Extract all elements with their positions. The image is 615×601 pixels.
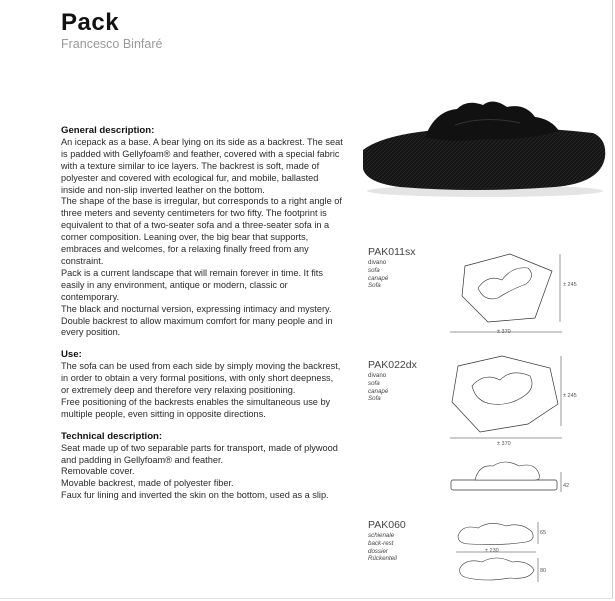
plan-drawing: [440, 346, 565, 452]
designer-name: Francesco Binfaré: [61, 37, 163, 51]
technical-line: Faux fur lining and inverted the skin on the bottom, used as a slip.: [61, 490, 329, 501]
product-names: [368, 259, 388, 290]
general-paragraph: The shape of the base is irregular, but corresponds to a right angle of three meters and seventy centimeters for two fifty. The footprint is equivalent to that of a two-seater sofa and a three-seater sofa in a corner composition. Leaning over, the big bear that supports, embraces and welcomes, for a relaxing finally freed from any constraint.: [61, 196, 342, 266]
product-name: back-rest: [368, 539, 394, 547]
technical-line: Seat made up of two separable parts for transport, made of plywood and padding in Gellyfoam® and feather.: [61, 442, 338, 465]
product-name: schienale: [368, 532, 395, 539]
product-code: PAK060: [368, 519, 406, 531]
product-code: PAK011sx: [368, 246, 416, 258]
dimension-width: ± 230: [485, 548, 499, 554]
product-name: sofa: [368, 379, 380, 387]
product-name: sofa: [368, 266, 380, 274]
dimension-depth: ± 245: [563, 393, 577, 399]
technical-line: Movable backrest, made of polyester fiber.: [61, 478, 234, 489]
dimension-height: 65: [540, 530, 547, 536]
dimension-depth: 80: [540, 568, 547, 574]
use-paragraph: Free positioning of the backrests enables the simultaneous use by multiple people, even sitting in opposite directions.: [61, 396, 331, 419]
technical-line: Removable cover.: [61, 466, 135, 477]
product-name: canapé: [368, 387, 389, 395]
side-elevation-drawing: [445, 452, 565, 498]
product-names: [368, 372, 388, 403]
product-names: [368, 532, 397, 563]
use-paragraph: The sofa can be used from each side by simply moving the backrest, in order to obtain a very formal positions, with only short deepness, or extremely deep and therefore very relaxing positioning.: [61, 361, 341, 396]
dimension-width: ± 370: [497, 441, 511, 447]
general-paragraph: An icepack as a base. A bear lying on its side as a backrest. The seat is padded with Gellyfoam® and feather, covered with a special fabric with a texture similar to ice layers. The backrest is soft, made of polyester and covered with ecological fur, and mobile, ballasted inside and non-slip inverted leather on the bottom.: [61, 136, 343, 195]
technical-heading: Technical description:: [61, 430, 163, 442]
dimension-depth: ± 245: [563, 282, 577, 288]
product-name: canapé: [368, 274, 389, 282]
product-name: divano: [368, 259, 387, 266]
description-column: [61, 125, 343, 502]
product-name: Rückenteil: [368, 555, 397, 563]
product-code: PAK022dx: [368, 359, 417, 371]
dimension-height: 42: [563, 483, 570, 489]
general-paragraph: The black and nocturnal version, expressing intimacy and mystery. Double backrest to allow maximum comfort for many people and in every position.: [61, 303, 333, 338]
page-title: Pack: [61, 9, 120, 36]
product-name: Sofa: [368, 282, 381, 290]
product-name: Sofa: [368, 395, 381, 403]
product-name: dossier: [368, 547, 388, 555]
product-photo: [355, 95, 613, 205]
backrest-drawing: [450, 518, 550, 588]
use-heading: Use:: [61, 349, 82, 361]
dimension-width: ± 370: [497, 329, 511, 335]
general-paragraph: Pack is a current landscape that will remain forever in time. It fits easily in any environment, antique or modern, classic or contemporary.: [61, 267, 323, 302]
product-name: divano: [368, 372, 387, 379]
general-heading: General description:: [61, 125, 155, 136]
